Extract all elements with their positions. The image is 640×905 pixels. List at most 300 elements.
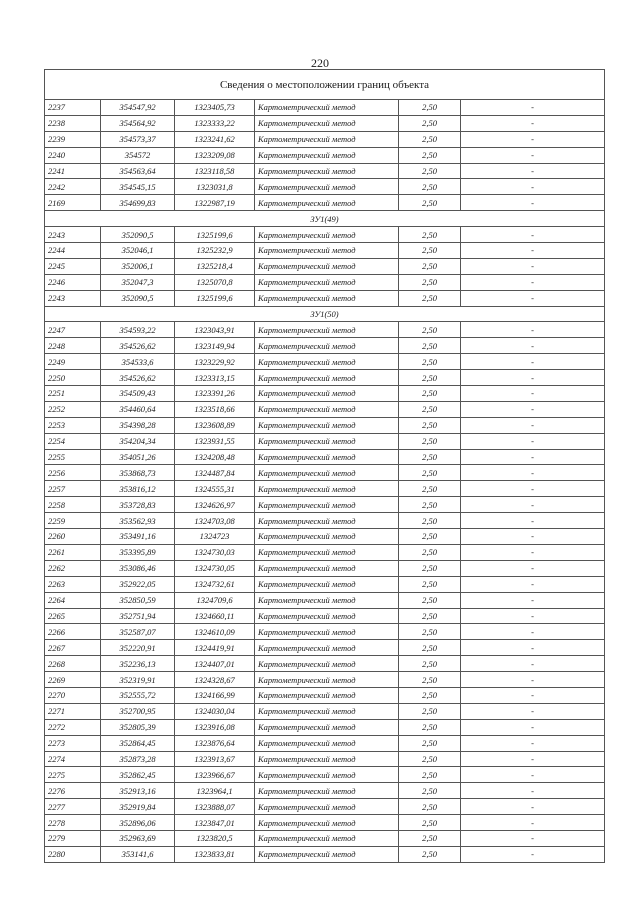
coordinate-y: 1323209,08 xyxy=(175,147,255,163)
note: - xyxy=(461,163,605,179)
table-row xyxy=(45,131,605,147)
note: - xyxy=(461,719,605,735)
coordinate-x: 352896,06 xyxy=(101,815,175,831)
method: Картометрический метод xyxy=(255,481,399,497)
note: - xyxy=(461,274,605,290)
accuracy: 2,50 xyxy=(399,703,461,719)
coordinate-x: 352587,07 xyxy=(101,624,175,640)
coordinate-y: 1323916,08 xyxy=(175,719,255,735)
coordinate-y: 1323833,81 xyxy=(175,846,255,862)
point-number: 2256 xyxy=(45,465,101,481)
coordinate-x: 352046,1 xyxy=(101,243,175,259)
coordinate-y: 1323931,55 xyxy=(175,433,255,449)
table-row xyxy=(45,481,605,497)
method: Картометрический метод xyxy=(255,322,399,338)
coordinate-y: 1323405,73 xyxy=(175,100,255,116)
coordinate-x: 352047,3 xyxy=(101,274,175,290)
method: Картометрический метод xyxy=(255,560,399,576)
accuracy: 2,50 xyxy=(399,386,461,402)
note: - xyxy=(461,751,605,767)
point-number: 2275 xyxy=(45,767,101,783)
table-row xyxy=(45,544,605,560)
accuracy: 2,50 xyxy=(399,370,461,386)
coordinate-y: 1324626,97 xyxy=(175,497,255,513)
accuracy: 2,50 xyxy=(399,401,461,417)
accuracy: 2,50 xyxy=(399,417,461,433)
method: Картометрический метод xyxy=(255,258,399,274)
section-header-row xyxy=(45,211,605,227)
accuracy: 2,50 xyxy=(399,576,461,592)
table-row xyxy=(45,100,605,116)
table-row xyxy=(45,370,605,386)
coordinate-x: 354564,92 xyxy=(101,115,175,131)
table-row xyxy=(45,624,605,640)
note: - xyxy=(461,513,605,529)
coordinate-x: 352090,5 xyxy=(101,290,175,306)
coordinate-y: 1323966,67 xyxy=(175,767,255,783)
accuracy: 2,50 xyxy=(399,274,461,290)
accuracy: 2,50 xyxy=(399,719,461,735)
point-number: 2271 xyxy=(45,703,101,719)
coordinate-y: 1324419,91 xyxy=(175,640,255,656)
table-row xyxy=(45,227,605,243)
note: - xyxy=(461,433,605,449)
method: Картометрический метод xyxy=(255,608,399,624)
method: Картометрический метод xyxy=(255,100,399,116)
accuracy: 2,50 xyxy=(399,624,461,640)
note: - xyxy=(461,354,605,370)
point-number: 2262 xyxy=(45,560,101,576)
coordinate-y: 1324555,31 xyxy=(175,481,255,497)
table-row xyxy=(45,354,605,370)
method: Картометрический метод xyxy=(255,147,399,163)
method: Картометрический метод xyxy=(255,195,399,211)
note: - xyxy=(461,592,605,608)
coordinate-y: 1323031,8 xyxy=(175,179,255,195)
coordinate-y: 1324730,05 xyxy=(175,560,255,576)
accuracy: 2,50 xyxy=(399,497,461,513)
point-number: 2237 xyxy=(45,100,101,116)
method: Картометрический метод xyxy=(255,656,399,672)
coordinate-x: 353562,93 xyxy=(101,513,175,529)
table-row xyxy=(45,767,605,783)
method: Картометрический метод xyxy=(255,274,399,290)
point-number: 2247 xyxy=(45,322,101,338)
table-row xyxy=(45,290,605,306)
coordinate-x: 352006,1 xyxy=(101,258,175,274)
method: Картометрический метод xyxy=(255,513,399,529)
table-row xyxy=(45,703,605,719)
coordinate-y: 1323333,22 xyxy=(175,115,255,131)
coordinate-y: 1325070,8 xyxy=(175,274,255,290)
table-row xyxy=(45,243,605,259)
coordinate-x: 352090,5 xyxy=(101,227,175,243)
point-number: 2269 xyxy=(45,672,101,688)
note: - xyxy=(461,290,605,306)
coordinate-y: 1323043,91 xyxy=(175,322,255,338)
accuracy: 2,50 xyxy=(399,846,461,862)
point-number: 2273 xyxy=(45,735,101,751)
point-number: 2249 xyxy=(45,354,101,370)
coordinate-y: 1324730,03 xyxy=(175,544,255,560)
note: - xyxy=(461,401,605,417)
coordinate-y: 1324407,01 xyxy=(175,656,255,672)
coordinate-x: 352963,69 xyxy=(101,830,175,846)
note: - xyxy=(461,735,605,751)
coordinate-y: 1324208,48 xyxy=(175,449,255,465)
accuracy: 2,50 xyxy=(399,687,461,703)
method: Картометрический метод xyxy=(255,719,399,735)
coordinate-x: 354547,92 xyxy=(101,100,175,116)
point-number: 2266 xyxy=(45,624,101,640)
point-number: 2255 xyxy=(45,449,101,465)
coordinate-y: 1323518,66 xyxy=(175,401,255,417)
method: Картометрический метод xyxy=(255,544,399,560)
table-row xyxy=(45,401,605,417)
accuracy: 2,50 xyxy=(399,656,461,672)
table-row xyxy=(45,672,605,688)
coordinate-y: 1323391,26 xyxy=(175,386,255,402)
coordinate-y: 1324709,6 xyxy=(175,592,255,608)
table-row xyxy=(45,115,605,131)
table-row xyxy=(45,608,605,624)
method: Картометрический метод xyxy=(255,449,399,465)
method: Картометрический метод xyxy=(255,179,399,195)
method: Картометрический метод xyxy=(255,163,399,179)
table-row xyxy=(45,576,605,592)
point-number: 2244 xyxy=(45,243,101,259)
note: - xyxy=(461,687,605,703)
accuracy: 2,50 xyxy=(399,560,461,576)
coordinate-x: 353086,46 xyxy=(101,560,175,576)
note: - xyxy=(461,830,605,846)
table-body xyxy=(45,70,605,863)
coordinate-y: 1322987,19 xyxy=(175,195,255,211)
accuracy: 2,50 xyxy=(399,179,461,195)
method: Картометрический метод xyxy=(255,115,399,131)
accuracy: 2,50 xyxy=(399,195,461,211)
coordinate-x: 354526,62 xyxy=(101,370,175,386)
coordinate-y: 1323608,89 xyxy=(175,417,255,433)
note: - xyxy=(461,227,605,243)
point-number: 2274 xyxy=(45,751,101,767)
point-number: 2263 xyxy=(45,576,101,592)
note: - xyxy=(461,672,605,688)
coordinate-y: 1324723 xyxy=(175,529,255,545)
point-number: 2280 xyxy=(45,846,101,862)
coordinate-x: 354593,22 xyxy=(101,322,175,338)
coordinate-x: 352236,13 xyxy=(101,656,175,672)
point-number: 2239 xyxy=(45,131,101,147)
coordinate-y: 1324030,04 xyxy=(175,703,255,719)
table-row xyxy=(45,465,605,481)
method: Картометрический метод xyxy=(255,751,399,767)
table-row xyxy=(45,735,605,751)
accuracy: 2,50 xyxy=(399,815,461,831)
method: Картометрический метод xyxy=(255,672,399,688)
point-number: 2169 xyxy=(45,195,101,211)
note: - xyxy=(461,656,605,672)
point-number: 2264 xyxy=(45,592,101,608)
accuracy: 2,50 xyxy=(399,799,461,815)
point-number: 2240 xyxy=(45,147,101,163)
coordinate-x: 352873,28 xyxy=(101,751,175,767)
method: Картометрический метод xyxy=(255,433,399,449)
method: Картометрический метод xyxy=(255,592,399,608)
method: Картометрический метод xyxy=(255,227,399,243)
point-number: 2242 xyxy=(45,179,101,195)
method: Картометрический метод xyxy=(255,386,399,402)
table-row xyxy=(45,274,605,290)
coordinate-x: 354526,62 xyxy=(101,338,175,354)
accuracy: 2,50 xyxy=(399,449,461,465)
table-title-row xyxy=(45,70,605,100)
note: - xyxy=(461,100,605,116)
table-row xyxy=(45,179,605,195)
table-row xyxy=(45,513,605,529)
point-number: 2279 xyxy=(45,830,101,846)
table-row xyxy=(45,719,605,735)
coordinate-x: 353395,89 xyxy=(101,544,175,560)
note: - xyxy=(461,338,605,354)
note: - xyxy=(461,243,605,259)
table-row xyxy=(45,656,605,672)
note: - xyxy=(461,115,605,131)
point-number: 2260 xyxy=(45,529,101,545)
table-row xyxy=(45,338,605,354)
point-number: 2278 xyxy=(45,815,101,831)
note: - xyxy=(461,481,605,497)
coordinate-y: 1323241,62 xyxy=(175,131,255,147)
table-row xyxy=(45,815,605,831)
point-number: 2259 xyxy=(45,513,101,529)
table-row xyxy=(45,592,605,608)
coordinate-x: 352220,91 xyxy=(101,640,175,656)
method: Картометрический метод xyxy=(255,783,399,799)
method: Картометрический метод xyxy=(255,735,399,751)
point-number: 2248 xyxy=(45,338,101,354)
section-header: ЗУ1(50) xyxy=(45,306,605,322)
method: Картометрический метод xyxy=(255,799,399,815)
note: - xyxy=(461,560,605,576)
section-header: ЗУ1(49) xyxy=(45,211,605,227)
coordinate-x: 354699,83 xyxy=(101,195,175,211)
point-number: 2268 xyxy=(45,656,101,672)
method: Картометрический метод xyxy=(255,243,399,259)
accuracy: 2,50 xyxy=(399,767,461,783)
note: - xyxy=(461,529,605,545)
method: Картометрический метод xyxy=(255,497,399,513)
table-row xyxy=(45,751,605,767)
table-row xyxy=(45,497,605,513)
note: - xyxy=(461,608,605,624)
note: - xyxy=(461,815,605,831)
coordinate-y: 1323313,15 xyxy=(175,370,255,386)
note: - xyxy=(461,799,605,815)
coordinate-x: 352862,45 xyxy=(101,767,175,783)
accuracy: 2,50 xyxy=(399,147,461,163)
coordinate-x: 352850,59 xyxy=(101,592,175,608)
accuracy: 2,50 xyxy=(399,115,461,131)
coordinate-y: 1323229,92 xyxy=(175,354,255,370)
table-row xyxy=(45,783,605,799)
point-number: 2251 xyxy=(45,386,101,402)
accuracy: 2,50 xyxy=(399,433,461,449)
method: Картометрический метод xyxy=(255,401,399,417)
table-row xyxy=(45,449,605,465)
table-row xyxy=(45,147,605,163)
method: Картометрический метод xyxy=(255,338,399,354)
coordinate-x: 354545,15 xyxy=(101,179,175,195)
coordinate-y: 1323847,01 xyxy=(175,815,255,831)
method: Картометрический метод xyxy=(255,815,399,831)
note: - xyxy=(461,497,605,513)
coordinate-x: 352319,91 xyxy=(101,672,175,688)
point-number: 2238 xyxy=(45,115,101,131)
note: - xyxy=(461,846,605,862)
table-row xyxy=(45,163,605,179)
accuracy: 2,50 xyxy=(399,481,461,497)
note: - xyxy=(461,449,605,465)
coordinate-x: 354460,64 xyxy=(101,401,175,417)
coordinate-y: 1323913,67 xyxy=(175,751,255,767)
accuracy: 2,50 xyxy=(399,751,461,767)
note: - xyxy=(461,322,605,338)
coordinate-x: 354509,43 xyxy=(101,386,175,402)
method: Картометрический метод xyxy=(255,576,399,592)
boundary-coordinates-table xyxy=(44,69,605,863)
accuracy: 2,50 xyxy=(399,227,461,243)
method: Картометрический метод xyxy=(255,687,399,703)
coordinate-x: 354533,6 xyxy=(101,354,175,370)
note: - xyxy=(461,258,605,274)
table-row xyxy=(45,846,605,862)
method: Картометрический метод xyxy=(255,846,399,862)
coordinate-x: 353728,83 xyxy=(101,497,175,513)
coordinate-x: 352700,95 xyxy=(101,703,175,719)
table-row xyxy=(45,258,605,274)
coordinate-x: 352805,39 xyxy=(101,719,175,735)
note: - xyxy=(461,386,605,402)
point-number: 2241 xyxy=(45,163,101,179)
table-row xyxy=(45,560,605,576)
table-row xyxy=(45,322,605,338)
coordinate-y: 1325232,9 xyxy=(175,243,255,259)
coordinate-x: 353491,16 xyxy=(101,529,175,545)
note: - xyxy=(461,624,605,640)
point-number: 2270 xyxy=(45,687,101,703)
coordinate-y: 1323820,5 xyxy=(175,830,255,846)
accuracy: 2,50 xyxy=(399,608,461,624)
accuracy: 2,50 xyxy=(399,783,461,799)
page-number: 220 xyxy=(311,56,329,70)
coordinate-x: 352751,94 xyxy=(101,608,175,624)
coordinate-x: 354573,37 xyxy=(101,131,175,147)
accuracy: 2,50 xyxy=(399,830,461,846)
coordinate-x: 352919,84 xyxy=(101,799,175,815)
method: Картометрический метод xyxy=(255,830,399,846)
coordinate-x: 353868,73 xyxy=(101,465,175,481)
point-number: 2243 xyxy=(45,290,101,306)
coordinate-x: 354204,34 xyxy=(101,433,175,449)
accuracy: 2,50 xyxy=(399,735,461,751)
coordinate-y: 1323118,58 xyxy=(175,163,255,179)
table-row xyxy=(45,417,605,433)
point-number: 2245 xyxy=(45,258,101,274)
accuracy: 2,50 xyxy=(399,322,461,338)
point-number: 2267 xyxy=(45,640,101,656)
point-number: 2243 xyxy=(45,227,101,243)
note: - xyxy=(461,640,605,656)
point-number: 2252 xyxy=(45,401,101,417)
point-number: 2272 xyxy=(45,719,101,735)
table-row xyxy=(45,799,605,815)
point-number: 2265 xyxy=(45,608,101,624)
coordinate-y: 1323888,07 xyxy=(175,799,255,815)
method: Картометрический метод xyxy=(255,354,399,370)
point-number: 2254 xyxy=(45,433,101,449)
method: Картометрический метод xyxy=(255,417,399,433)
point-number: 2257 xyxy=(45,481,101,497)
method: Картометрический метод xyxy=(255,370,399,386)
accuracy: 2,50 xyxy=(399,592,461,608)
accuracy: 2,50 xyxy=(399,131,461,147)
coordinate-x: 354398,28 xyxy=(101,417,175,433)
coordinate-y: 1325199,6 xyxy=(175,290,255,306)
point-number: 2258 xyxy=(45,497,101,513)
method: Картометрический метод xyxy=(255,703,399,719)
note: - xyxy=(461,179,605,195)
coordinate-y: 1325199,6 xyxy=(175,227,255,243)
coordinate-y: 1324328,67 xyxy=(175,672,255,688)
note: - xyxy=(461,370,605,386)
coordinate-x: 354563,64 xyxy=(101,163,175,179)
method: Картометрический метод xyxy=(255,624,399,640)
accuracy: 2,50 xyxy=(399,529,461,545)
coordinate-x: 352555,72 xyxy=(101,687,175,703)
point-number: 2277 xyxy=(45,799,101,815)
coordinate-y: 1324732,61 xyxy=(175,576,255,592)
accuracy: 2,50 xyxy=(399,290,461,306)
method: Картометрический метод xyxy=(255,290,399,306)
table-row xyxy=(45,386,605,402)
table-row xyxy=(45,830,605,846)
note: - xyxy=(461,465,605,481)
accuracy: 2,50 xyxy=(399,672,461,688)
table-row xyxy=(45,640,605,656)
method: Картометрический метод xyxy=(255,640,399,656)
point-number: 2261 xyxy=(45,544,101,560)
coordinate-y: 1324166,99 xyxy=(175,687,255,703)
note: - xyxy=(461,576,605,592)
note: - xyxy=(461,544,605,560)
coordinate-y: 1323876,64 xyxy=(175,735,255,751)
method: Картометрический метод xyxy=(255,767,399,783)
table-row xyxy=(45,687,605,703)
table-row xyxy=(45,195,605,211)
note: - xyxy=(461,783,605,799)
coordinate-x: 352922,05 xyxy=(101,576,175,592)
coordinate-y: 1324703,08 xyxy=(175,513,255,529)
note: - xyxy=(461,131,605,147)
table-row xyxy=(45,529,605,545)
accuracy: 2,50 xyxy=(399,513,461,529)
coordinate-y: 1324610,09 xyxy=(175,624,255,640)
accuracy: 2,50 xyxy=(399,465,461,481)
coordinate-x: 353141,6 xyxy=(101,846,175,862)
note: - xyxy=(461,195,605,211)
coordinate-y: 1324487,84 xyxy=(175,465,255,481)
